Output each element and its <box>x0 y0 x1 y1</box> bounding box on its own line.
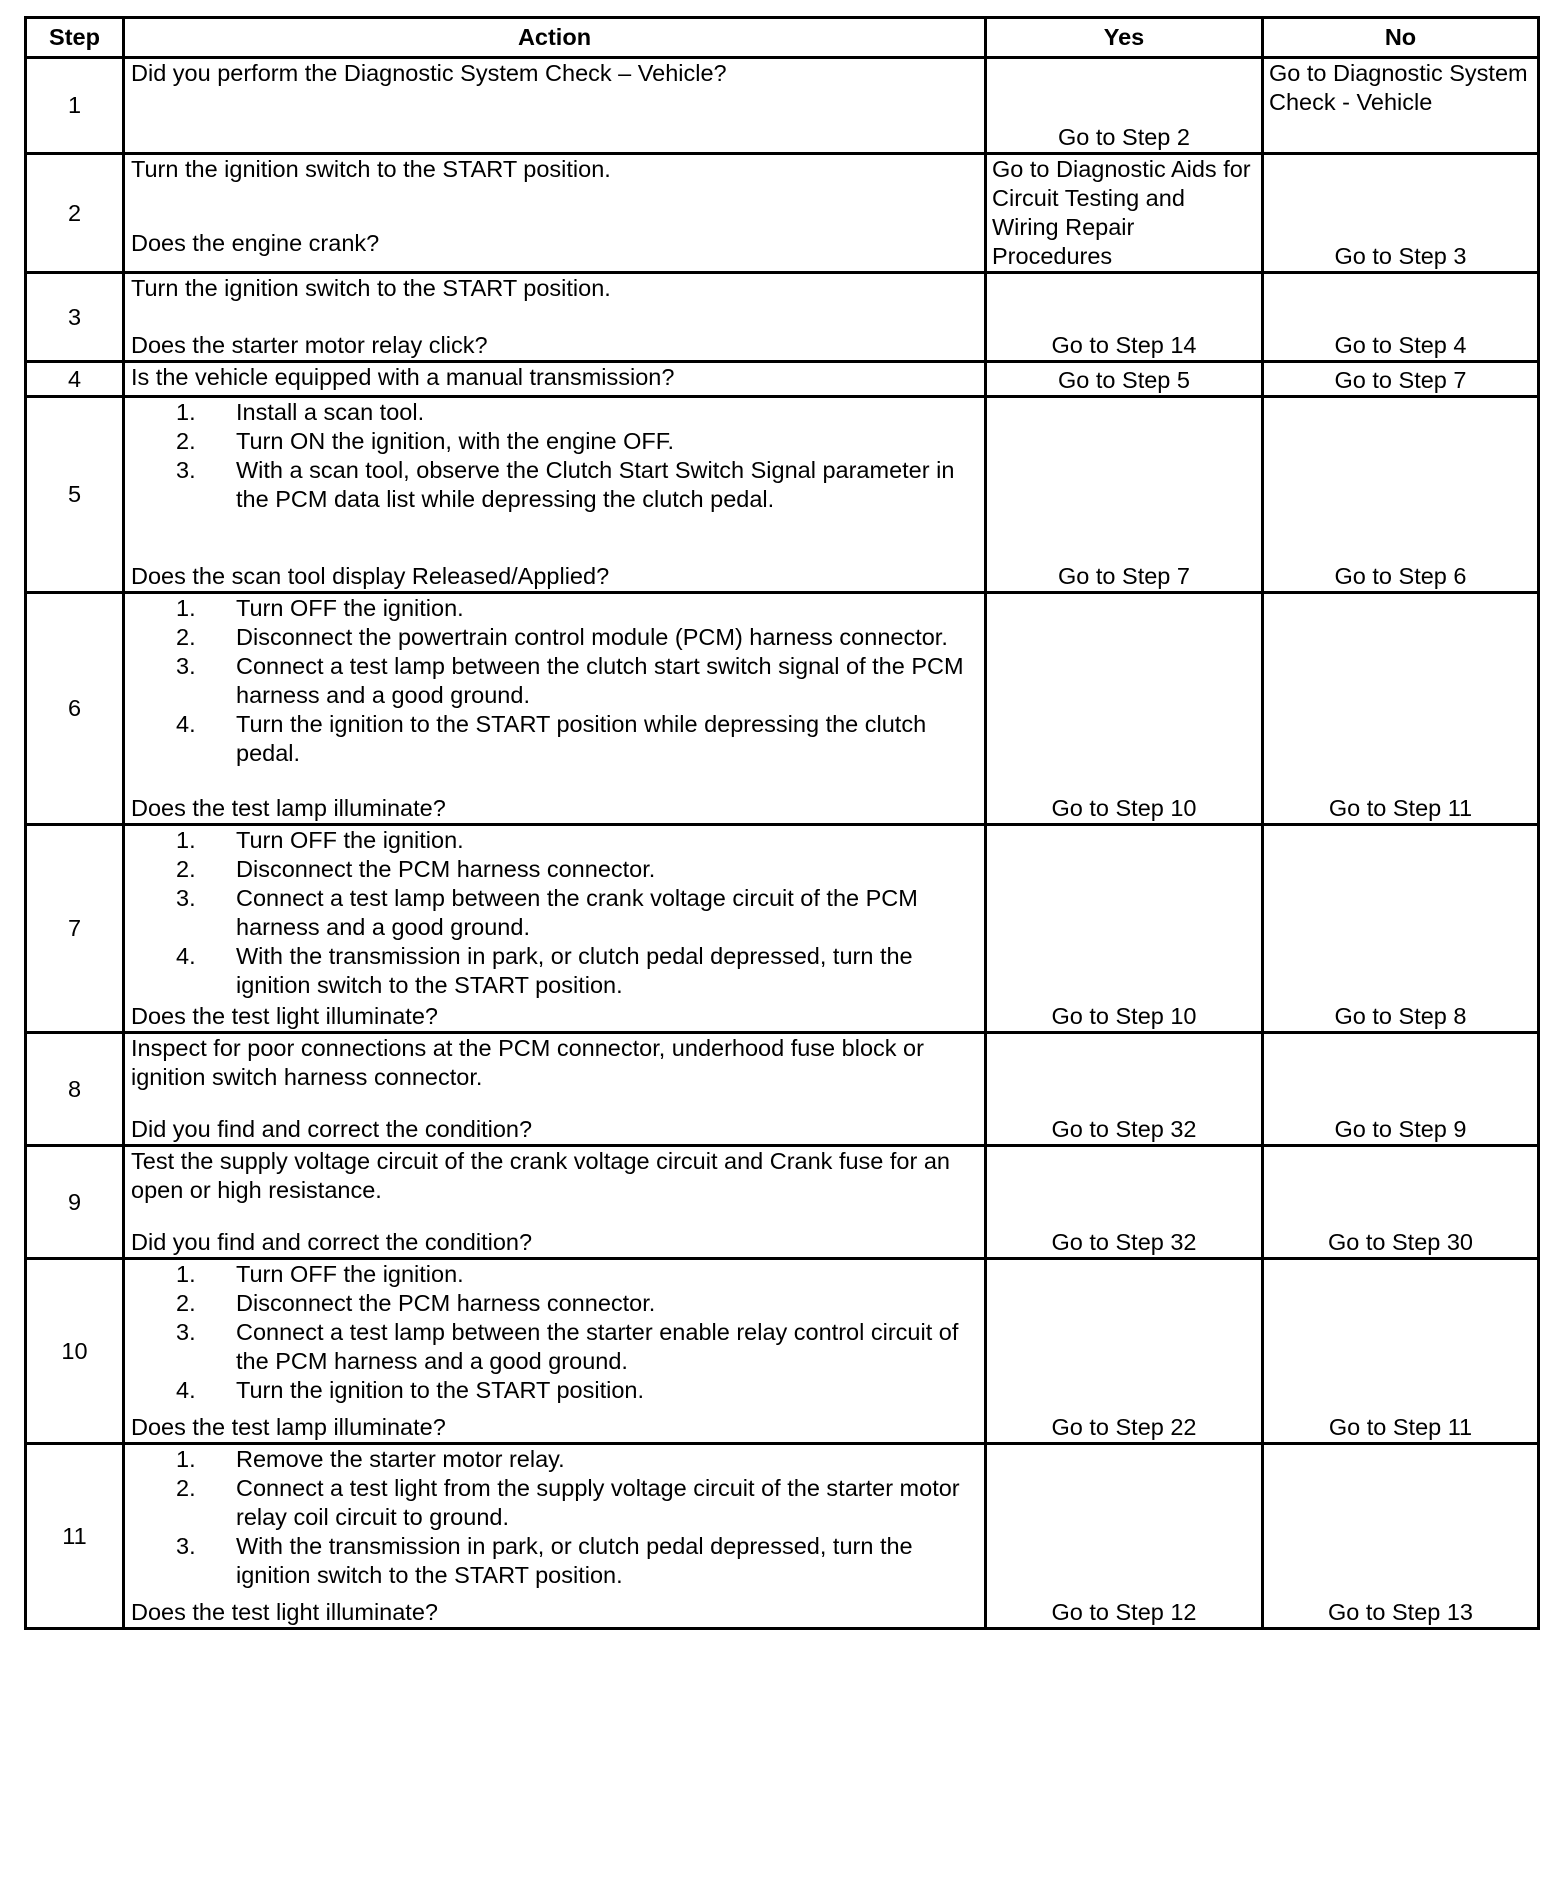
list-item <box>131 594 978 623</box>
action-cell <box>124 397 986 593</box>
step-number: 5 <box>26 397 124 593</box>
table-row <box>26 154 1539 273</box>
list-item <box>131 1445 978 1474</box>
list-item-number: 1. <box>176 399 196 425</box>
list-item-number: 2. <box>176 624 196 650</box>
no-cell <box>1263 1444 1539 1629</box>
diagnostic-table <box>24 16 1540 1630</box>
action-text: Is the vehicle equipped with a manual transmission? <box>131 364 675 390</box>
no-cell <box>1263 825 1539 1033</box>
no-cell <box>1263 58 1539 154</box>
action-question: Does the test light illuminate? <box>131 1003 438 1029</box>
list-item-number: 1. <box>176 1261 196 1287</box>
action-text: Inspect for poor connections at the PCM connector, underhood fuse block or ignition switch harness connector. <box>131 1035 924 1090</box>
procedure-list <box>131 1445 978 1590</box>
list-item-number: 4. <box>176 711 196 737</box>
table-row <box>26 1146 1539 1259</box>
no-cell <box>1263 397 1539 593</box>
action-cell <box>124 58 986 154</box>
action-question: Does the test lamp illuminate? <box>131 1414 446 1440</box>
table-row <box>26 1033 1539 1146</box>
step-number: 10 <box>26 1259 124 1444</box>
list-item-number: 3. <box>176 1533 196 1559</box>
list-item <box>131 398 978 427</box>
table-row <box>26 362 1539 397</box>
action-cell <box>124 593 986 825</box>
list-item-number: 1. <box>176 595 196 621</box>
list-item-number: 3. <box>176 1319 196 1345</box>
list-item-number: 2. <box>176 1475 196 1501</box>
list-item-text: Disconnect the powertrain control module (PCM) harness connector. <box>236 624 948 650</box>
no-result: Go to Step 30 <box>1327 1229 1474 1255</box>
step-number: 3 <box>26 273 124 362</box>
action-cell <box>124 154 986 273</box>
step-number: 4 <box>26 362 124 397</box>
list-item-text: With the transmission in park, or clutch pedal depressed, turn the ignition switch to the START position. <box>236 943 913 998</box>
yes-result: Go to Step 12 <box>1051 1599 1197 1625</box>
list-item-text: Disconnect the PCM harness connector. <box>236 856 656 882</box>
list-item <box>131 652 978 710</box>
no-result: Go to Step 7 <box>1334 367 1467 393</box>
list-item-number: 1. <box>176 827 196 853</box>
list-item-number: 3. <box>176 457 196 483</box>
yes-cell <box>986 1444 1263 1629</box>
table-row <box>26 593 1539 825</box>
step-number: 2 <box>26 154 124 273</box>
list-item-text: Connect a test light from the supply voltage circuit of the starter motor relay coil circuit to ground. <box>236 1475 960 1530</box>
list-item <box>131 456 978 514</box>
no-result: Go to Step 4 <box>1334 332 1467 358</box>
no-result: Go to Step 3 <box>1334 243 1467 269</box>
list-item-text: Disconnect the PCM harness connector. <box>236 1290 656 1316</box>
list-item <box>131 942 978 1000</box>
list-item <box>131 855 978 884</box>
action-question: Does the test light illuminate? <box>131 1599 438 1625</box>
list-item <box>131 1318 978 1376</box>
yes-result: Go to Step 32 <box>1051 1116 1197 1142</box>
action-question: Did you find and correct the condition? <box>131 1116 533 1142</box>
action-text: Test the supply voltage circuit of the crank voltage circuit and Crank fuse for an open or high resistance. <box>131 1148 951 1203</box>
list-item-text: Connect a test lamp between the crank voltage circuit of the PCM harness and a good ground. <box>236 885 918 940</box>
table-row <box>26 825 1539 1033</box>
list-item-number: 3. <box>176 653 196 679</box>
no-cell <box>1263 273 1539 362</box>
yes-cell <box>986 397 1263 593</box>
list-item-number: 2. <box>176 428 196 454</box>
action-text: Turn the ignition switch to the START position. <box>131 156 611 182</box>
yes-cell <box>986 593 1263 825</box>
no-cell <box>1263 362 1539 397</box>
list-item-text: Install a scan tool. <box>236 399 425 425</box>
header-step: Step <box>26 18 124 58</box>
action-cell <box>124 273 986 362</box>
no-cell <box>1263 1259 1539 1444</box>
yes-result: Go to Step 32 <box>1051 1229 1197 1255</box>
action-cell <box>124 825 986 1033</box>
no-cell <box>1263 1146 1539 1259</box>
table-row <box>26 273 1539 362</box>
list-item-text: Turn OFF the ignition. <box>236 827 464 853</box>
no-result: Go to Step 8 <box>1334 1003 1467 1029</box>
step-number: 6 <box>26 593 124 825</box>
yes-result: Go to Step 2 <box>1058 124 1190 150</box>
no-result: Go to Step 11 <box>1328 1414 1473 1440</box>
list-item-number: 4. <box>176 943 196 969</box>
action-text: Did you perform the Diagnostic System Check – Vehicle? <box>131 60 727 86</box>
no-result: Go to Step 6 <box>1334 563 1467 589</box>
yes-result: Go to Step 7 <box>1058 563 1190 589</box>
list-item-text: Turn the ignition to the START position. <box>236 1377 644 1403</box>
action-question: Does the starter motor relay click? <box>131 332 488 358</box>
no-cell <box>1263 593 1539 825</box>
procedure-list <box>131 594 978 768</box>
step-number: 1 <box>26 58 124 154</box>
no-result: Go to Step 9 <box>1334 1116 1467 1142</box>
list-item <box>131 826 978 855</box>
list-item-text: With the transmission in park, or clutch pedal depressed, turn the ignition switch to the START position. <box>236 1533 913 1588</box>
action-cell <box>124 1033 986 1146</box>
list-item-text: Turn OFF the ignition. <box>236 595 464 621</box>
no-result: Go to Step 11 <box>1328 795 1473 821</box>
procedure-list <box>131 826 978 1000</box>
table-row <box>26 58 1539 154</box>
action-cell <box>124 362 986 397</box>
list-item-text: Remove the starter motor relay. <box>236 1446 565 1472</box>
yes-cell <box>986 1146 1263 1259</box>
list-item <box>131 1474 978 1532</box>
list-item-text: With a scan tool, observe the Clutch Start Switch Signal parameter in the PCM data list while depressing the clutch pedal. <box>236 457 955 512</box>
list-item <box>131 427 978 456</box>
yes-cell <box>986 58 1263 154</box>
no-cell <box>1263 154 1539 273</box>
action-text: Turn the ignition switch to the START position. <box>131 275 611 301</box>
no-cell <box>1263 1033 1539 1146</box>
yes-result: Go to Step 10 <box>1051 1003 1197 1029</box>
step-number: 7 <box>26 825 124 1033</box>
list-item <box>131 1260 978 1289</box>
list-item-text: Connect a test lamp between the clutch start switch signal of the PCM harness and a good ground. <box>236 653 964 708</box>
list-item <box>131 884 978 942</box>
yes-result: Go to Step 10 <box>1051 795 1197 821</box>
yes-result: Go to Diagnostic Aids for Circuit Testing and Wiring Repair Procedures <box>992 156 1251 269</box>
yes-result: Go to Step 5 <box>1058 367 1190 393</box>
list-item-number: 2. <box>176 856 196 882</box>
table-row <box>26 397 1539 593</box>
step-number: 9 <box>26 1146 124 1259</box>
yes-cell <box>986 1033 1263 1146</box>
list-item <box>131 710 978 768</box>
list-item-number: 4. <box>176 1377 196 1403</box>
procedure-list <box>131 398 978 514</box>
header-no: No <box>1263 18 1539 58</box>
list-item-text: Turn the ignition to the START position while depressing the clutch pedal. <box>236 711 927 766</box>
step-number: 11 <box>26 1444 124 1629</box>
yes-result: Go to Step 14 <box>1051 332 1197 358</box>
action-question: Does the scan tool display Released/Applied? <box>131 563 610 589</box>
header-row <box>26 18 1539 58</box>
action-cell <box>124 1146 986 1259</box>
yes-cell <box>986 825 1263 1033</box>
action-cell <box>124 1259 986 1444</box>
list-item-number: 2. <box>176 1290 196 1316</box>
list-item-text: Turn OFF the ignition. <box>236 1261 464 1287</box>
action-question: Does the test lamp illuminate? <box>131 795 446 821</box>
action-question: Did you find and correct the condition? <box>131 1229 533 1255</box>
list-item <box>131 1532 978 1590</box>
yes-cell <box>986 154 1263 273</box>
header-action: Action <box>124 18 986 58</box>
no-result: Go to Diagnostic System Check - Vehicle <box>1269 60 1528 115</box>
list-item-text: Turn ON the ignition, with the engine OFF. <box>236 428 675 454</box>
action-question: Does the engine crank? <box>131 230 380 256</box>
action-cell <box>124 1444 986 1629</box>
step-number: 8 <box>26 1033 124 1146</box>
header-yes: Yes <box>986 18 1263 58</box>
no-result: Go to Step 13 <box>1327 1599 1474 1625</box>
list-item <box>131 1376 978 1405</box>
list-item-text: Connect a test lamp between the starter enable relay control circuit of the PCM harness and a good ground. <box>236 1319 959 1374</box>
table-row <box>26 1259 1539 1444</box>
list-item <box>131 1289 978 1318</box>
table-row <box>26 1444 1539 1629</box>
yes-cell <box>986 1259 1263 1444</box>
yes-cell <box>986 273 1263 362</box>
procedure-list <box>131 1260 978 1405</box>
yes-result: Go to Step 22 <box>1051 1414 1197 1440</box>
list-item-number: 1. <box>176 1446 196 1472</box>
yes-cell <box>986 362 1263 397</box>
list-item <box>131 623 978 652</box>
list-item-number: 3. <box>176 885 196 911</box>
